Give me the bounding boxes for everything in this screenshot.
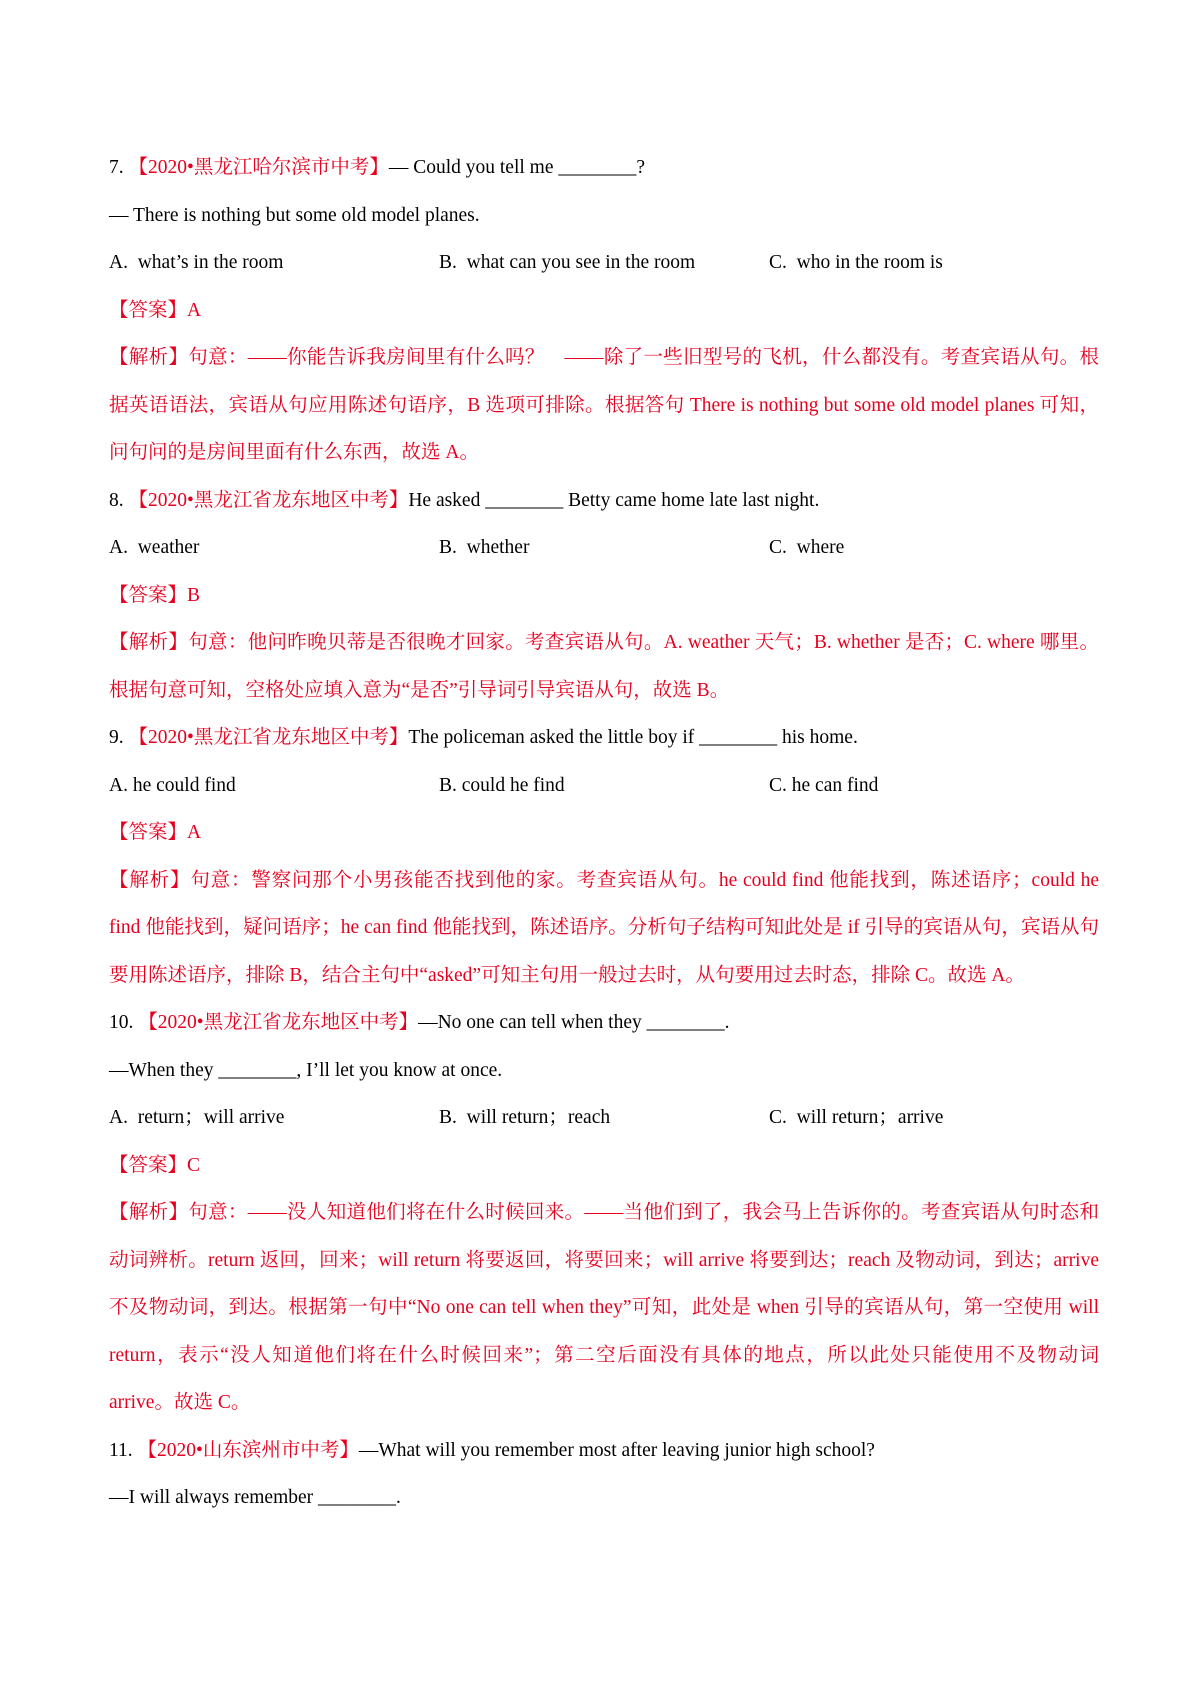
q7-option-c: C. who in the room is bbox=[769, 252, 943, 273]
q7-stem-text: — Could you tell me ________? bbox=[388, 157, 646, 178]
q10-answer: 【答案】C bbox=[109, 1154, 201, 1176]
q7-source: 【2020•黑龙江哈尔滨市中考】 bbox=[128, 157, 389, 178]
q10-analysis: 【解析】句意：——没人知道他们将在什么时候回来。——当他们到了，我会马上告诉你的。考查宾语从句时态和动词辨析。return 返回，回来；will return 将要返回，将要回来；will arrive 将要到达；reach 及物动词，到达；arrive 不及物动词，到达。根据第一句中“No one can tell when they”可知，此处是 when 引导的宾语从句，第一空使用 will return，表示“没人知道他们将在什么时候回来”；第二空后面没有具体的地点，所以此处只能使用不及物动词 arrive。故选 C。 bbox=[109, 1202, 1099, 1413]
q7-options bbox=[109, 239, 1099, 287]
q10-option-c: C. will return；arrive bbox=[769, 1107, 944, 1128]
document-page bbox=[109, 144, 1099, 1522]
q9-analysis: 【解析】句意：警察问那个小男孩能否找到他的家。考查宾语从句。he could find 他能找到，陈述语序；could he find 他能找到，疑问语序；he can find 他能找到，陈述语序。分析句子结构可知此处是 if 引导的宾语从句，宾语从句要用陈述语序，排除 B，结合主句中“asked”可知主句用一般过去时，从句要用过去时态，排除 C。故选 A。 bbox=[109, 869, 1099, 986]
q9-stem-text: The policeman asked the little boy if ________ his home. bbox=[408, 727, 858, 748]
q7-line2: — There is nothing but some old model planes. bbox=[109, 204, 480, 226]
q10-option-b: B. will return；reach bbox=[439, 1107, 611, 1128]
q11-number: 11. bbox=[109, 1439, 133, 1461]
q11-source: 【2020•山东滨州市中考】 bbox=[137, 1439, 359, 1461]
q7-number: 7. bbox=[109, 157, 124, 178]
q8-options bbox=[109, 524, 1099, 572]
q7-answer: 【答案】A bbox=[109, 299, 202, 321]
q10-option-a: A. return；will arrive bbox=[109, 1107, 285, 1128]
q8-number: 8. bbox=[109, 489, 124, 511]
q9-option-c: C. he can find bbox=[769, 774, 879, 796]
q10-stem bbox=[109, 999, 1099, 1047]
q9-option-a: A. he could find bbox=[109, 774, 236, 796]
q8-source: 【2020•黑龙江省龙东地区中考】 bbox=[128, 489, 409, 511]
q8-answer: 【答案】B bbox=[109, 584, 201, 606]
q9-source: 【2020•黑龙江省龙东地区中考】 bbox=[128, 727, 409, 748]
q10-source: 【2020•黑龙江省龙东地区中考】 bbox=[138, 1012, 419, 1033]
q7-stem bbox=[109, 144, 1099, 192]
q11-stem bbox=[109, 1427, 1099, 1475]
q9-stem bbox=[109, 714, 1099, 762]
q9-number: 9. bbox=[109, 727, 124, 748]
q8-option-a: A. weather bbox=[109, 537, 200, 558]
q10-options bbox=[109, 1094, 1099, 1142]
q9-answer: 【答案】A bbox=[109, 822, 202, 843]
q11-stem-text: —What will you remember most after leaving junior high school? bbox=[358, 1439, 875, 1461]
q10-line2: —When they ________, I’ll let you know at once. bbox=[109, 1059, 503, 1081]
q8-stem bbox=[109, 477, 1099, 525]
q7-option-a: A. what’s in the room bbox=[109, 252, 284, 273]
q11-line2: —I will always remember ________. bbox=[109, 1487, 401, 1508]
q8-option-b: B. whether bbox=[439, 537, 530, 558]
q8-option-c: C. where bbox=[769, 537, 845, 558]
q7-option-b: B. what can you see in the room bbox=[439, 252, 696, 273]
q10-stem-text: —No one can tell when they ________. bbox=[418, 1012, 730, 1033]
q10-number: 10. bbox=[109, 1012, 134, 1033]
q8-stem-text: He asked ________ Betty came home late last night. bbox=[408, 489, 820, 511]
q9-option-b: B. could he find bbox=[439, 774, 565, 796]
q9-options bbox=[109, 762, 1099, 810]
q7-analysis: 【解析】句意：——你能告诉我房间里有什么吗？ ——除了一些旧型号的飞机，什么都没有。考查宾语从句。根据英语语法，宾语从句应用陈述句语序，B 选项可排除。根据答句 There is nothing but some old model planes 可知，问句问的是房间里面有什么东西，故选 A。 bbox=[109, 347, 1099, 463]
q8-analysis: 【解析】句意：他问昨晚贝蒂是否很晚才回家。考查宾语从句。A. weather 天气；B. whether 是否；C. where 哪里。根据句意可知，空格处应填入意为“是否”引导词引导宾语从句，故选 B。 bbox=[109, 632, 1099, 701]
